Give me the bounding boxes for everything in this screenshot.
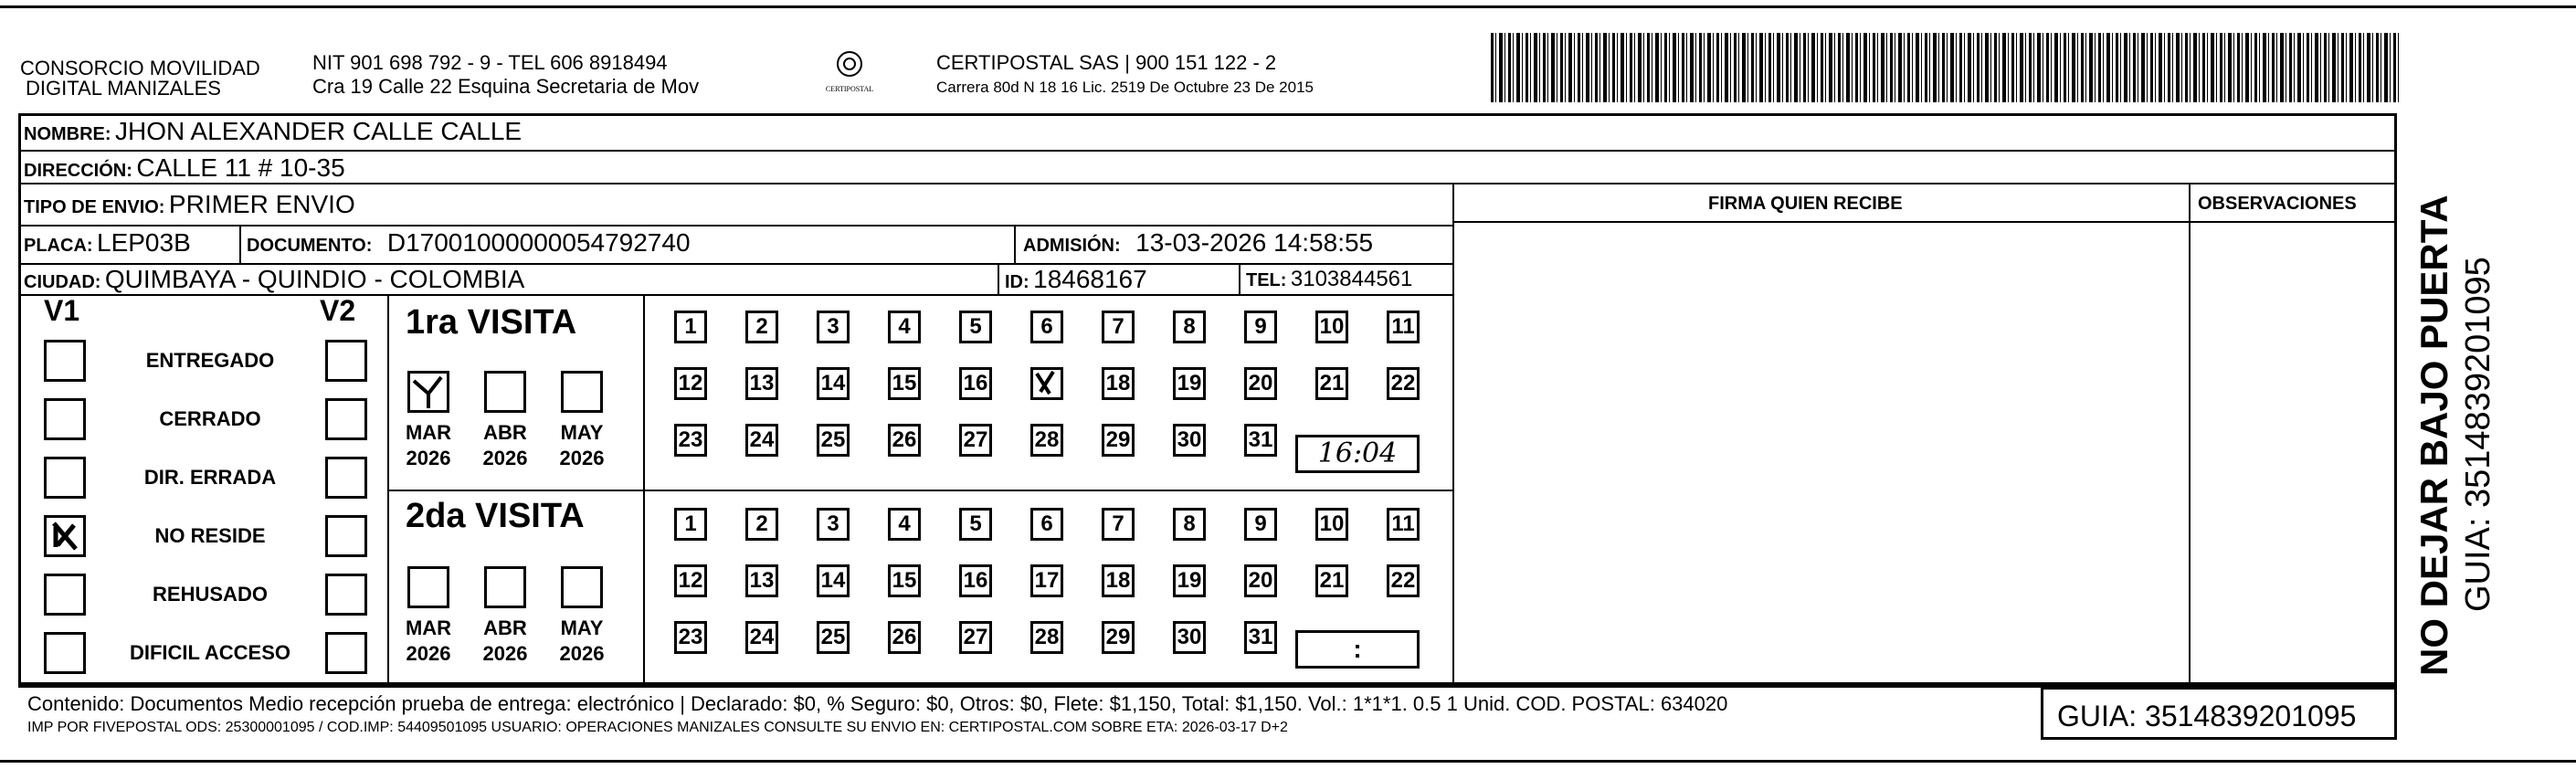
admision-value: 13-03-2026 14:58:55 [1135,228,1374,257]
row-line [1454,221,2397,223]
day-box[interactable]: 15 [888,367,921,400]
form-main [18,113,2397,685]
v2-checkbox[interactable] [325,340,367,382]
status-label: ENTREGADO [145,349,275,372]
day-box[interactable]: 1 [674,508,707,541]
visit2-time: : [1353,635,1362,663]
month-year: 2026 [406,447,451,469]
admision-label: ADMISIÓN: [1023,236,1121,256]
day-box[interactable]: 22 [1387,367,1420,400]
day-box[interactable]: 8 [1173,311,1206,343]
month-year: 2026 [482,447,528,469]
day-box[interactable]: 19 [1173,564,1206,597]
day-box[interactable]: 27 [959,424,992,457]
col-line [1014,225,1016,263]
month-label [473,420,537,471]
day-box[interactable]: 1 [674,311,707,343]
day-box-checked[interactable] [1030,367,1063,400]
certipostal-logo [813,49,886,100]
month-name: MAY [560,421,604,444]
day-box[interactable]: 2 [745,508,778,541]
col-line [239,225,241,263]
day-box[interactable]: 31 [1244,621,1277,654]
row-line [18,294,1454,296]
day-box[interactable]: 31 [1244,424,1277,457]
barcode [1491,33,2399,102]
footer-guia: GUIA: 3514839201095 [2057,700,2357,732]
day-box[interactable]: 21 [1315,564,1348,597]
logo-text: CERTIPOSTAL [825,85,874,93]
month-label [473,616,537,667]
month-name: ABR [483,421,527,444]
col-line [1452,183,1454,685]
visit2-title: 2da VISITA [406,497,585,535]
day-box[interactable]: 9 [1244,311,1277,343]
day-box[interactable]: 7 [1102,508,1135,541]
visit2-time-box[interactable] [1295,630,1420,669]
status-label: CERRADO [159,407,261,430]
footer-line1: Contenido: Documentos Medio recepción prueba de entrega: electrónico | Declarado: $0, % Seguro: $0, Otros: $0, Flete: $1,150, Total: $1,150. Vol.: 1*1*1. 0.5 1 Unid. COD. POSTAL: 634020 [27,692,1728,715]
month-label [550,616,614,667]
day-box[interactable]: 6 [1030,508,1063,541]
day-box[interactable]: 23 [674,424,707,457]
documento-row [247,228,691,258]
day-box[interactable]: 29 [1102,621,1135,654]
day-box[interactable]: 8 [1173,508,1206,541]
month-name: MAY [560,616,604,639]
v2-checkbox[interactable] [325,574,367,616]
day-box[interactable]: 23 [674,621,707,654]
visit1-time-box[interactable] [1295,435,1420,473]
id-row [1005,265,1147,294]
month-checkbox[interactable] [484,371,526,413]
month-label [396,616,460,667]
v1-checkbox[interactable] [44,398,86,440]
ciudad-value: QUIMBAYA - QUINDIO - COLOMBIA [104,265,525,293]
side-guia-text: GUIA: 3514839201095 [2459,257,2497,612]
placa-label: PLACA: [24,236,93,256]
visit1-time: 16:04 [1317,437,1398,469]
day-box[interactable]: 4 [888,311,921,343]
day-box[interactable]: 3 [817,508,850,541]
day-box[interactable]: 5 [959,508,992,541]
day-box[interactable]: 20 [1244,367,1277,400]
placa-value: LEP03B [97,228,191,257]
status-label: DIFICIL ACCESO [129,641,290,664]
admision-row [1023,228,1373,258]
day-box[interactable]: 6 [1030,311,1063,343]
documento-label: DOCUMENTO: [247,236,373,256]
day-box[interactable]: 11 [1387,508,1420,541]
day-box[interactable]: 30 [1173,621,1206,654]
row-line [18,225,1454,226]
direccion-label: DIRECCIÓN: [24,161,132,181]
month-name: MAR [405,616,452,639]
day-box[interactable]: 12 [674,367,707,400]
day-box[interactable]: 4 [888,508,921,541]
day-box[interactable]: 18 [1102,564,1135,597]
month-checkbox[interactable] [407,371,449,413]
row-line [18,150,2397,152]
v1-label: V1 [44,294,80,327]
day-box[interactable]: 5 [959,311,992,343]
day-box[interactable]: 24 [745,424,778,457]
day-box[interactable]: 14 [817,367,850,400]
day-box[interactable]: 28 [1030,621,1063,654]
day-box[interactable]: 11 [1387,311,1420,343]
v1-checkbox[interactable] [44,340,86,382]
tel-row [1246,267,1412,292]
ciudad-row [24,265,524,294]
day-box[interactable]: 25 [817,424,850,457]
carrier-address: Carrera 80d N 18 16 Lic. 2519 De Octubre 23 De 2015 [936,79,1314,96]
direccion-value: CALLE 11 # 10-35 [136,153,345,182]
nombre-label: NOMBRE: [24,124,111,144]
id-value: 18468167 [1033,265,1147,293]
v1-checkbox[interactable] [44,515,86,557]
month-label [396,420,460,471]
visit1-title: 1ra VISITA [406,303,577,342]
row-line [18,183,2397,184]
day-box[interactable]: 16 [959,367,992,400]
nombre-row [24,117,522,146]
nombre-value: JHON ALEXANDER CALLE CALLE [115,117,523,145]
day-box[interactable]: 30 [1173,424,1206,457]
status-label: NO RESIDE [154,524,266,547]
day-box[interactable]: 2 [745,311,778,343]
col-line [2189,183,2191,685]
carrier-line: CERTIPOSTAL SAS | 900 151 122 - 2 [936,51,1277,74]
month-year: 2026 [482,642,528,665]
day-box[interactable]: 20 [1244,564,1277,597]
v1-checkbox[interactable] [44,574,86,616]
side-warning [2412,195,2499,676]
v2-label: V2 [320,294,356,327]
day-box[interactable]: 12 [674,564,707,597]
tel-label: TEL: [1246,270,1287,290]
v2-checkbox[interactable] [325,632,367,674]
day-box[interactable]: 10 [1315,311,1348,343]
day-box[interactable]: 13 [745,367,778,400]
v2-checkbox[interactable] [325,515,367,557]
day-box[interactable]: 3 [817,311,850,343]
month-label [550,420,614,471]
day-box[interactable]: 24 [745,621,778,654]
month-year: 2026 [406,642,451,665]
day-box[interactable]: 14 [817,564,850,597]
top-border [0,5,2576,8]
day-box[interactable]: 28 [1030,424,1063,457]
ciudad-label: CIUDAD: [24,272,101,292]
placa-row [24,228,191,258]
month-checkbox[interactable] [561,371,603,413]
day-box[interactable]: 10 [1315,508,1348,541]
day-box[interactable]: 18 [1102,367,1135,400]
documento-value: D17001000000054792740 [386,228,691,257]
address-line: Cra 19 Calle 22 Esquina Secretaria de Mov [312,75,700,98]
month-checkbox[interactable] [407,566,449,608]
day-box[interactable]: 9 [1244,508,1277,541]
month-name: MAR [405,421,452,444]
day-box[interactable]: 19 [1173,367,1206,400]
tel-value: 3103844561 [1290,267,1413,291]
month-checkbox[interactable] [484,566,526,608]
day-box[interactable]: 26 [888,621,921,654]
v1-checkbox[interactable] [44,632,86,674]
v2-checkbox[interactable] [325,398,367,440]
bottom-border [0,760,2576,763]
day-box[interactable]: 21 [1315,367,1348,400]
observaciones-label: OBSERVACIONES [2198,194,2357,214]
status-label: DIR. ERRADA [143,466,277,489]
day-box[interactable]: 29 [1102,424,1135,457]
day-box[interactable]: 22 [1387,564,1420,597]
firma-label: FIRMA QUIEN RECIBE [1708,194,1903,214]
side-warning-text: NO DEJAR BAJO PUERTA [2412,195,2455,676]
id-label: ID: [1005,272,1029,292]
direccion-row [24,153,345,183]
month-year: 2026 [559,447,605,469]
v1-checkbox[interactable] [44,457,86,499]
tipo-row [24,190,355,219]
day-box[interactable]: 25 [817,621,850,654]
day-box[interactable]: 13 [745,564,778,597]
day-box[interactable]: 16 [959,564,992,597]
day-box[interactable]: 27 [959,621,992,654]
month-year: 2026 [559,642,605,665]
visit-divider [387,490,1454,491]
day-box[interactable]: 7 [1102,311,1135,343]
month-checkbox[interactable] [561,566,603,608]
col-line [1239,263,1240,294]
nit-line: NIT 901 698 792 - 9 - TEL 606 8918494 [312,51,668,74]
day-box[interactable]: 15 [888,564,921,597]
tipo-label: TIPO DE ENVIO: [24,197,165,217]
month-name: ABR [483,616,527,639]
footer-line2: IMP POR FIVEPOSTAL ODS: 25300001095 / COD.IMP: 54409501095 USUARIO: OPERACIONES MANIZALES CONSULTE SU ENVIO EN: CERTIPOSTAL.COM SOBRE ETA: 2026-03-17 D+2 [27,720,1288,735]
day-box[interactable]: 26 [888,424,921,457]
company-line2: DIGITAL MANIZALES [26,77,221,100]
status-label: REHUSADO [153,583,268,606]
v2-checkbox[interactable] [325,457,367,499]
tipo-value: PRIMER ENVIO [168,190,355,218]
company-line1: CONSORCIO MOVILIDAD [20,57,260,79]
day-box[interactable]: 17 [1030,564,1063,597]
col-line [998,263,999,294]
